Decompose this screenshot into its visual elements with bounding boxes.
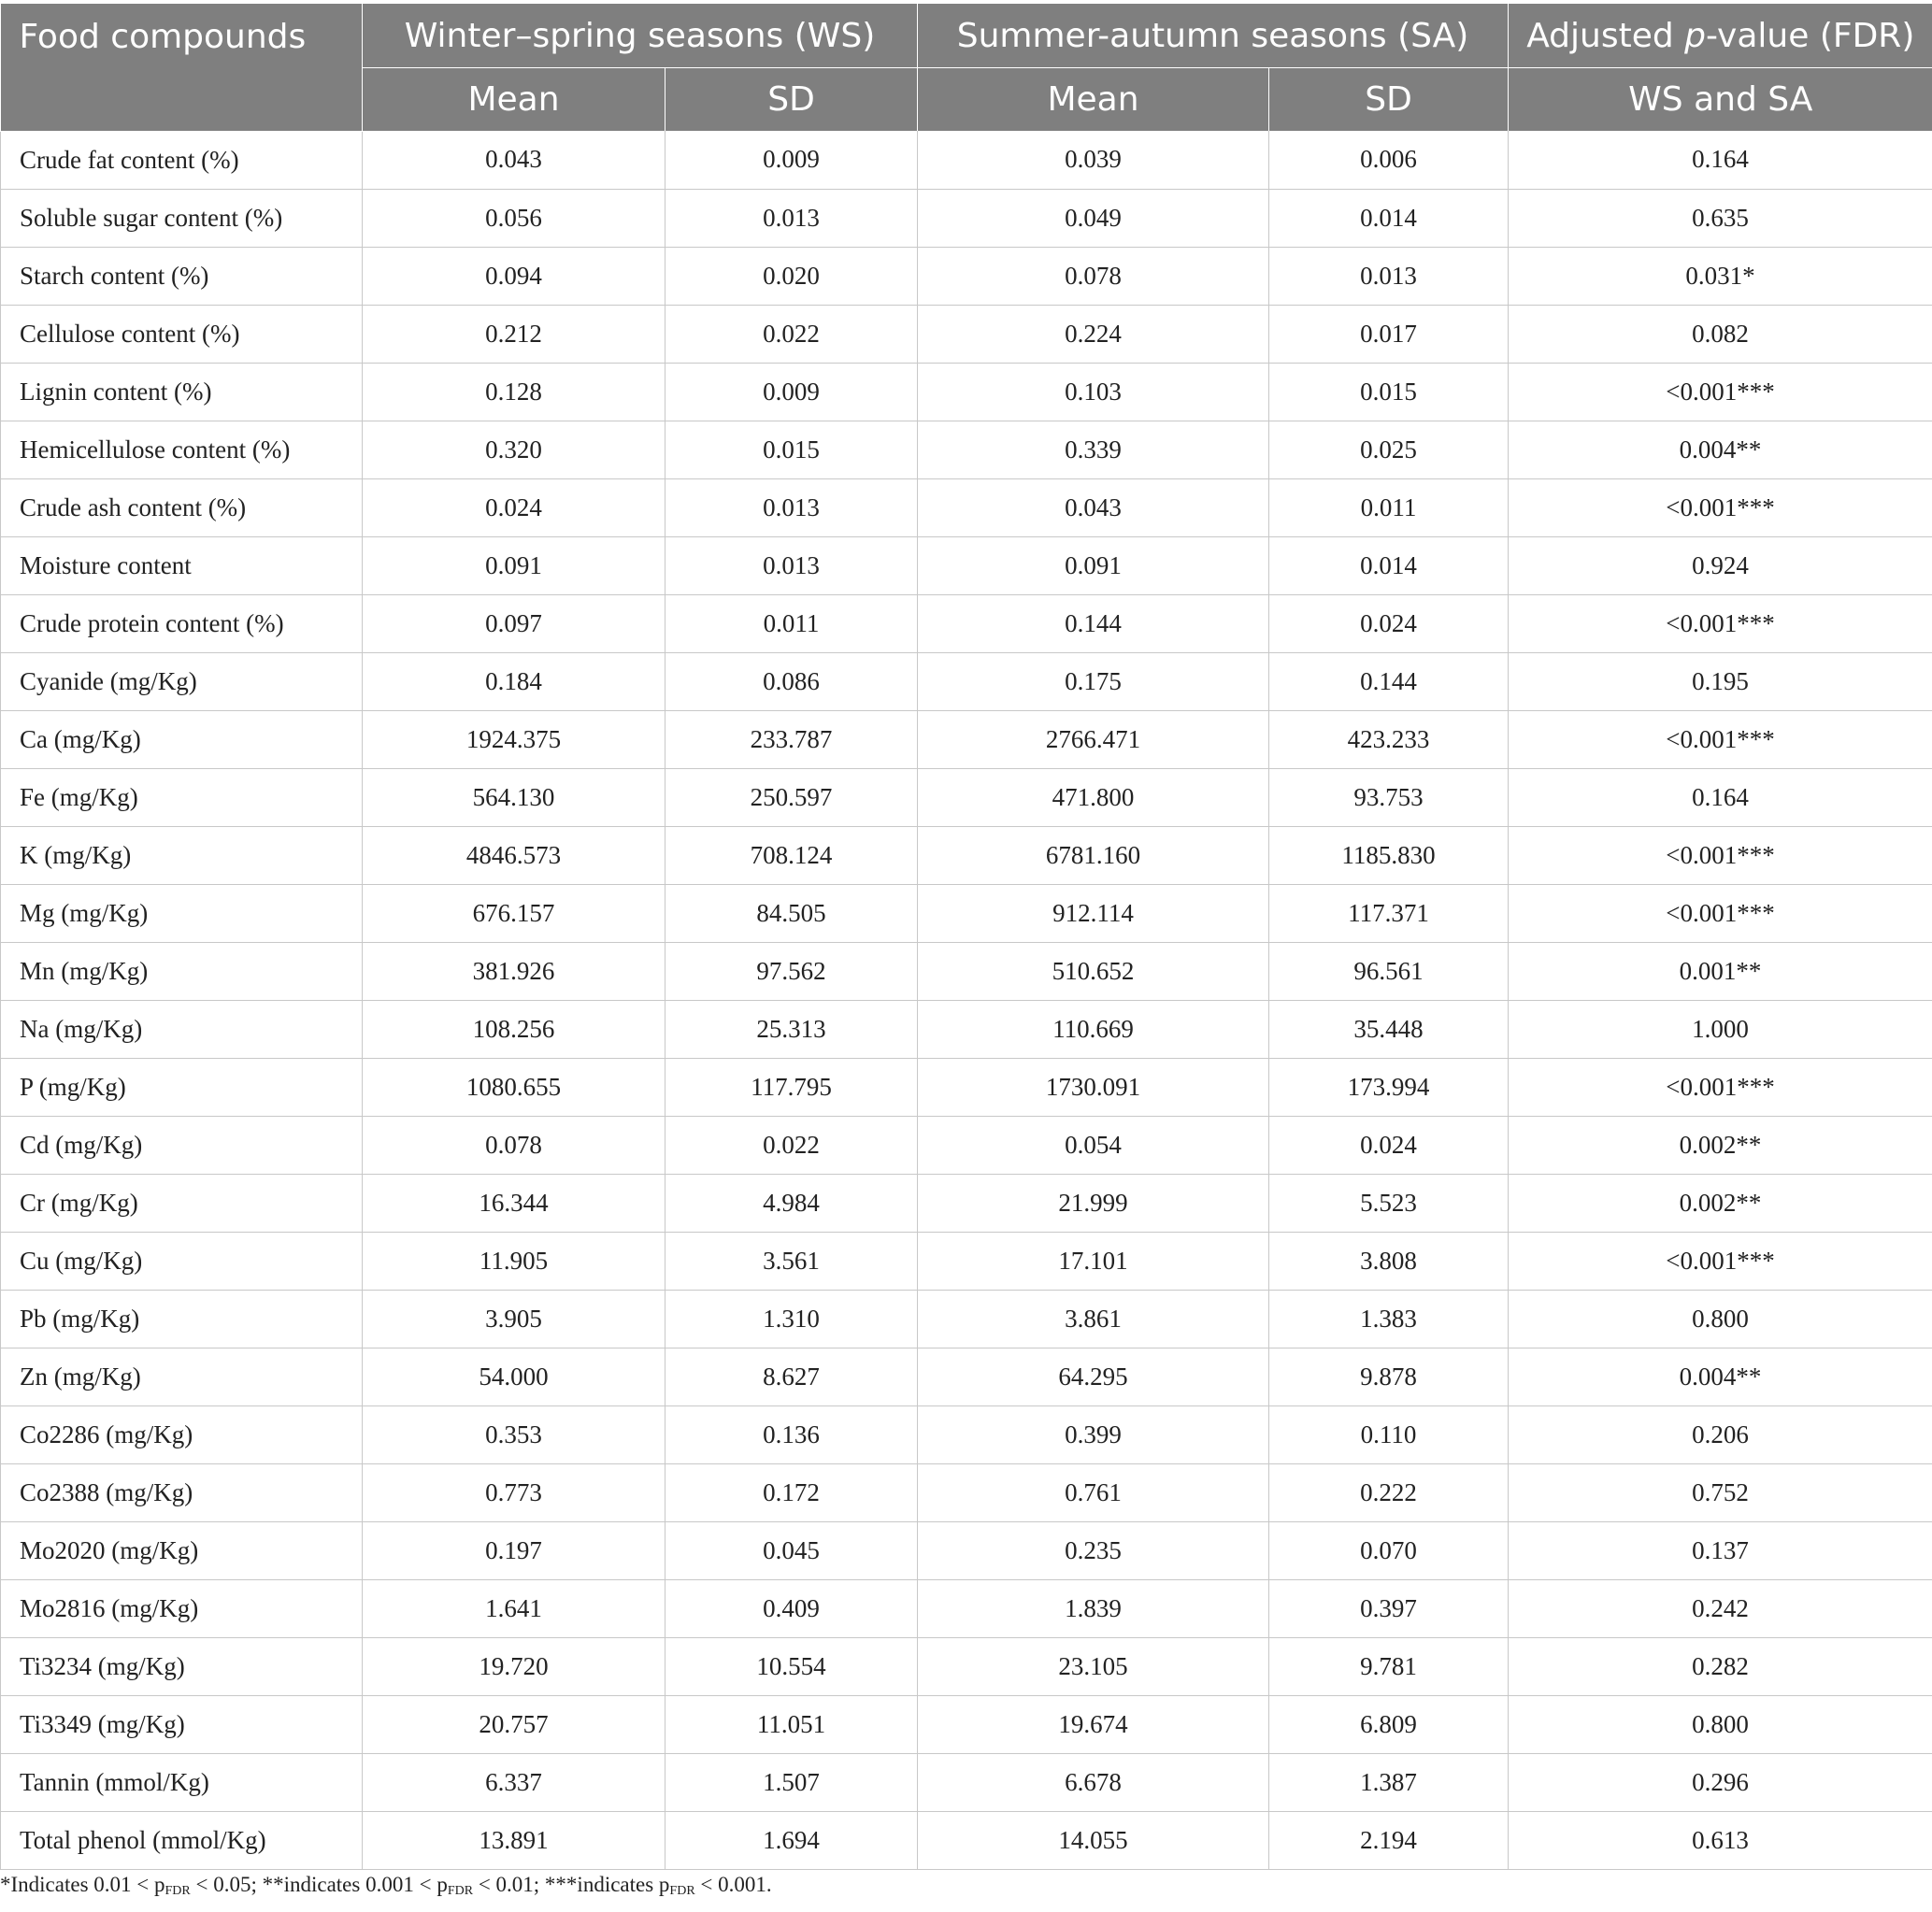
cell-compound: Moisture content bbox=[1, 536, 363, 594]
food-compounds-table bbox=[0, 4, 1932, 1870]
cell-sa-sd: 117.371 bbox=[1269, 884, 1509, 942]
cell-sa-mean: 0.049 bbox=[918, 189, 1269, 247]
header-ws-sd: SD bbox=[665, 68, 918, 132]
cell-sa-sd: 6.809 bbox=[1269, 1695, 1509, 1753]
cell-sa-sd: 0.025 bbox=[1269, 421, 1509, 478]
cell-ws-mean: 0.078 bbox=[363, 1116, 665, 1174]
header-food-compounds: Food compounds bbox=[1, 5, 363, 132]
cell-ws-sd: 0.009 bbox=[665, 131, 918, 189]
cell-ws-mean: 19.720 bbox=[363, 1637, 665, 1695]
cell-p-value: 0.195 bbox=[1509, 652, 1932, 710]
cell-ws-sd: 0.020 bbox=[665, 247, 918, 305]
cell-p-value: 0.206 bbox=[1509, 1405, 1932, 1463]
table-header bbox=[1, 5, 1932, 132]
cell-sa-mean: 0.224 bbox=[918, 305, 1269, 363]
cell-p-value: 0.800 bbox=[1509, 1290, 1932, 1348]
cell-sa-mean: 0.144 bbox=[918, 594, 1269, 652]
table-row bbox=[1, 189, 1932, 247]
cell-sa-sd: 3.808 bbox=[1269, 1232, 1509, 1290]
cell-ws-mean: 108.256 bbox=[363, 1000, 665, 1058]
cell-ws-sd: 1.507 bbox=[665, 1753, 918, 1811]
cell-sa-sd: 423.233 bbox=[1269, 710, 1509, 768]
cell-compound: Ca (mg/Kg) bbox=[1, 710, 363, 768]
cell-sa-sd: 1.383 bbox=[1269, 1290, 1509, 1348]
table-row bbox=[1, 421, 1932, 478]
cell-ws-sd: 25.313 bbox=[665, 1000, 918, 1058]
header-group-pvalue bbox=[1509, 5, 1932, 68]
cell-compound: Crude ash content (%) bbox=[1, 478, 363, 536]
cell-sa-sd: 0.110 bbox=[1269, 1405, 1509, 1463]
cell-p-value: <0.001*** bbox=[1509, 884, 1932, 942]
cell-sa-mean: 0.339 bbox=[918, 421, 1269, 478]
cell-p-value: <0.001*** bbox=[1509, 826, 1932, 884]
cell-sa-mean: 0.043 bbox=[918, 478, 1269, 536]
cell-p-value: 0.164 bbox=[1509, 131, 1932, 189]
header-pvalue-pre: Adjusted bbox=[1526, 17, 1685, 55]
cell-ws-sd: 0.009 bbox=[665, 363, 918, 421]
cell-sa-mean: 17.101 bbox=[918, 1232, 1269, 1290]
cell-p-value: <0.001*** bbox=[1509, 1058, 1932, 1116]
cell-compound: Fe (mg/Kg) bbox=[1, 768, 363, 826]
cell-sa-sd: 96.561 bbox=[1269, 942, 1509, 1000]
cell-sa-mean: 3.861 bbox=[918, 1290, 1269, 1348]
cell-ws-mean: 54.000 bbox=[363, 1348, 665, 1405]
cell-sa-sd: 0.015 bbox=[1269, 363, 1509, 421]
cell-ws-sd: 4.984 bbox=[665, 1174, 918, 1232]
cell-sa-sd: 0.011 bbox=[1269, 478, 1509, 536]
cell-ws-mean: 11.905 bbox=[363, 1232, 665, 1290]
header-pvalue-italic: p bbox=[1684, 17, 1707, 55]
cell-compound: Cd (mg/Kg) bbox=[1, 1116, 363, 1174]
cell-compound: Pb (mg/Kg) bbox=[1, 1290, 363, 1348]
cell-ws-sd: 708.124 bbox=[665, 826, 918, 884]
cell-sa-sd: 0.017 bbox=[1269, 305, 1509, 363]
cell-sa-sd: 0.024 bbox=[1269, 594, 1509, 652]
cell-compound: Mn (mg/Kg) bbox=[1, 942, 363, 1000]
header-group-sa: Summer-autumn seasons (SA) bbox=[918, 5, 1509, 68]
cell-ws-mean: 0.353 bbox=[363, 1405, 665, 1463]
cell-p-value: 0.924 bbox=[1509, 536, 1932, 594]
cell-ws-sd: 0.136 bbox=[665, 1405, 918, 1463]
header-row-groups bbox=[1, 5, 1932, 68]
table-row bbox=[1, 1290, 1932, 1348]
cell-compound: Cellulose content (%) bbox=[1, 305, 363, 363]
cell-ws-sd: 0.013 bbox=[665, 478, 918, 536]
cell-ws-sd: 0.011 bbox=[665, 594, 918, 652]
cell-p-value: <0.001*** bbox=[1509, 594, 1932, 652]
table-row bbox=[1, 478, 1932, 536]
cell-compound: Lignin content (%) bbox=[1, 363, 363, 421]
table-row bbox=[1, 1232, 1932, 1290]
cell-ws-mean: 0.024 bbox=[363, 478, 665, 536]
cell-compound: Na (mg/Kg) bbox=[1, 1000, 363, 1058]
cell-ws-mean: 381.926 bbox=[363, 942, 665, 1000]
cell-sa-sd: 0.024 bbox=[1269, 1116, 1509, 1174]
table-row bbox=[1, 536, 1932, 594]
table-row bbox=[1, 1463, 1932, 1521]
cell-ws-mean: 20.757 bbox=[363, 1695, 665, 1753]
cell-sa-mean: 0.175 bbox=[918, 652, 1269, 710]
table-row bbox=[1, 710, 1932, 768]
cell-sa-sd: 9.878 bbox=[1269, 1348, 1509, 1405]
cell-ws-mean: 676.157 bbox=[363, 884, 665, 942]
cell-sa-mean: 0.103 bbox=[918, 363, 1269, 421]
cell-compound: Hemicellulose content (%) bbox=[1, 421, 363, 478]
cell-p-value: 0.635 bbox=[1509, 189, 1932, 247]
header-sa-sd: SD bbox=[1269, 68, 1509, 132]
cell-p-value: 0.002** bbox=[1509, 1174, 1932, 1232]
cell-p-value: 0.082 bbox=[1509, 305, 1932, 363]
cell-sa-sd: 0.014 bbox=[1269, 189, 1509, 247]
cell-compound: Cu (mg/Kg) bbox=[1, 1232, 363, 1290]
cell-compound: Tannin (mmol/Kg) bbox=[1, 1753, 363, 1811]
cell-sa-sd: 0.144 bbox=[1269, 652, 1509, 710]
table-row bbox=[1, 1637, 1932, 1695]
table-wrapper bbox=[0, 4, 1932, 1870]
cell-sa-mean: 0.235 bbox=[918, 1521, 1269, 1579]
footnote-part2: < 0.05; **indicates 0.001 < p bbox=[190, 1873, 448, 1896]
cell-ws-sd: 0.015 bbox=[665, 421, 918, 478]
cell-sa-sd: 0.013 bbox=[1269, 247, 1509, 305]
table-row bbox=[1, 1811, 1932, 1869]
footnote-sub2: FDR bbox=[447, 1884, 474, 1898]
cell-compound: Cyanide (mg/Kg) bbox=[1, 652, 363, 710]
cell-sa-sd: 9.781 bbox=[1269, 1637, 1509, 1695]
cell-ws-sd: 97.562 bbox=[665, 942, 918, 1000]
cell-sa-mean: 912.114 bbox=[918, 884, 1269, 942]
cell-ws-mean: 0.043 bbox=[363, 131, 665, 189]
table-row bbox=[1, 594, 1932, 652]
cell-ws-mean: 1080.655 bbox=[363, 1058, 665, 1116]
cell-compound: Co2286 (mg/Kg) bbox=[1, 1405, 363, 1463]
cell-sa-mean: 110.669 bbox=[918, 1000, 1269, 1058]
cell-ws-sd: 11.051 bbox=[665, 1695, 918, 1753]
footnote-sub1: FDR bbox=[165, 1884, 191, 1898]
cell-compound: Zn (mg/Kg) bbox=[1, 1348, 363, 1405]
table-body bbox=[1, 131, 1932, 1869]
cell-sa-sd: 35.448 bbox=[1269, 1000, 1509, 1058]
cell-compound: Total phenol (mmol/Kg) bbox=[1, 1811, 363, 1869]
cell-ws-mean: 0.094 bbox=[363, 247, 665, 305]
cell-sa-sd: 5.523 bbox=[1269, 1174, 1509, 1232]
cell-p-value: 0.002** bbox=[1509, 1116, 1932, 1174]
table-row bbox=[1, 1348, 1932, 1405]
table-row bbox=[1, 131, 1932, 189]
table-row bbox=[1, 768, 1932, 826]
table-row bbox=[1, 1058, 1932, 1116]
cell-p-value: 0.752 bbox=[1509, 1463, 1932, 1521]
cell-compound: Crude fat content (%) bbox=[1, 131, 363, 189]
table-row bbox=[1, 1521, 1932, 1579]
cell-p-value: 0.800 bbox=[1509, 1695, 1932, 1753]
cell-sa-sd: 93.753 bbox=[1269, 768, 1509, 826]
cell-compound: Soluble sugar content (%) bbox=[1, 189, 363, 247]
cell-ws-sd: 1.310 bbox=[665, 1290, 918, 1348]
cell-sa-mean: 510.652 bbox=[918, 942, 1269, 1000]
cell-compound: Co2388 (mg/Kg) bbox=[1, 1463, 363, 1521]
cell-ws-sd: 10.554 bbox=[665, 1637, 918, 1695]
table-row bbox=[1, 363, 1932, 421]
cell-p-value: 0.242 bbox=[1509, 1579, 1932, 1637]
header-ws-mean: Mean bbox=[363, 68, 665, 132]
table-row bbox=[1, 652, 1932, 710]
cell-ws-sd: 0.022 bbox=[665, 1116, 918, 1174]
cell-sa-mean: 0.091 bbox=[918, 536, 1269, 594]
cell-ws-sd: 84.505 bbox=[665, 884, 918, 942]
cell-ws-sd: 0.086 bbox=[665, 652, 918, 710]
table-row bbox=[1, 1753, 1932, 1811]
cell-p-value: 0.613 bbox=[1509, 1811, 1932, 1869]
cell-ws-sd: 250.597 bbox=[665, 768, 918, 826]
table-row bbox=[1, 305, 1932, 363]
cell-compound: P (mg/Kg) bbox=[1, 1058, 363, 1116]
header-sa-mean: Mean bbox=[918, 68, 1269, 132]
cell-compound: Mg (mg/Kg) bbox=[1, 884, 363, 942]
cell-ws-mean: 16.344 bbox=[363, 1174, 665, 1232]
footnote-part1: *Indicates 0.01 < p bbox=[0, 1873, 165, 1896]
cell-compound: Ti3234 (mg/Kg) bbox=[1, 1637, 363, 1695]
cell-ws-mean: 3.905 bbox=[363, 1290, 665, 1348]
cell-ws-mean: 1924.375 bbox=[363, 710, 665, 768]
cell-compound: K (mg/Kg) bbox=[1, 826, 363, 884]
cell-ws-mean: 0.128 bbox=[363, 363, 665, 421]
cell-sa-mean: 64.295 bbox=[918, 1348, 1269, 1405]
cell-sa-mean: 19.674 bbox=[918, 1695, 1269, 1753]
cell-compound: Crude protein content (%) bbox=[1, 594, 363, 652]
cell-ws-mean: 4846.573 bbox=[363, 826, 665, 884]
cell-compound: Mo2020 (mg/Kg) bbox=[1, 1521, 363, 1579]
cell-p-value: 0.004** bbox=[1509, 421, 1932, 478]
table-row bbox=[1, 1579, 1932, 1637]
cell-compound: Cr (mg/Kg) bbox=[1, 1174, 363, 1232]
cell-ws-sd: 0.409 bbox=[665, 1579, 918, 1637]
cell-sa-mean: 6.678 bbox=[918, 1753, 1269, 1811]
cell-ws-mean: 1.641 bbox=[363, 1579, 665, 1637]
table-footnote bbox=[0, 1873, 772, 1899]
cell-sa-sd: 0.006 bbox=[1269, 131, 1509, 189]
footnote-part3: < 0.01; ***indicates p bbox=[473, 1873, 670, 1896]
cell-ws-mean: 0.773 bbox=[363, 1463, 665, 1521]
cell-ws-mean: 0.091 bbox=[363, 536, 665, 594]
cell-sa-mean: 0.039 bbox=[918, 131, 1269, 189]
cell-ws-sd: 8.627 bbox=[665, 1348, 918, 1405]
header-group-ws: Winter–spring seasons (WS) bbox=[363, 5, 918, 68]
table-row bbox=[1, 1405, 1932, 1463]
cell-compound: Mo2816 (mg/Kg) bbox=[1, 1579, 363, 1637]
cell-sa-sd: 173.994 bbox=[1269, 1058, 1509, 1116]
cell-p-value: 0.164 bbox=[1509, 768, 1932, 826]
cell-ws-sd: 233.787 bbox=[665, 710, 918, 768]
table-row bbox=[1, 826, 1932, 884]
cell-ws-sd: 3.561 bbox=[665, 1232, 918, 1290]
cell-ws-sd: 0.172 bbox=[665, 1463, 918, 1521]
cell-compound: Starch content (%) bbox=[1, 247, 363, 305]
footnote-part4: < 0.001. bbox=[694, 1873, 772, 1896]
cell-sa-sd: 0.397 bbox=[1269, 1579, 1509, 1637]
header-pvalue-post: -value (FDR) bbox=[1706, 17, 1915, 55]
table-row bbox=[1, 247, 1932, 305]
cell-p-value: 0.296 bbox=[1509, 1753, 1932, 1811]
cell-p-value: 0.004** bbox=[1509, 1348, 1932, 1405]
cell-sa-mean: 2766.471 bbox=[918, 710, 1269, 768]
cell-ws-mean: 564.130 bbox=[363, 768, 665, 826]
cell-ws-mean: 0.056 bbox=[363, 189, 665, 247]
cell-ws-sd: 1.694 bbox=[665, 1811, 918, 1869]
table-row bbox=[1, 1000, 1932, 1058]
cell-sa-mean: 1.839 bbox=[918, 1579, 1269, 1637]
cell-p-value: 0.137 bbox=[1509, 1521, 1932, 1579]
cell-sa-sd: 2.194 bbox=[1269, 1811, 1509, 1869]
cell-p-value: <0.001*** bbox=[1509, 1232, 1932, 1290]
cell-sa-mean: 23.105 bbox=[918, 1637, 1269, 1695]
table-row bbox=[1, 1116, 1932, 1174]
cell-p-value: <0.001*** bbox=[1509, 478, 1932, 536]
cell-compound: Ti3349 (mg/Kg) bbox=[1, 1695, 363, 1753]
cell-sa-mean: 471.800 bbox=[918, 768, 1269, 826]
table-row bbox=[1, 942, 1932, 1000]
cell-p-value: 0.031* bbox=[1509, 247, 1932, 305]
cell-ws-mean: 0.212 bbox=[363, 305, 665, 363]
cell-sa-mean: 0.399 bbox=[918, 1405, 1269, 1463]
cell-p-value: 1.000 bbox=[1509, 1000, 1932, 1058]
cell-sa-sd: 0.222 bbox=[1269, 1463, 1509, 1521]
cell-sa-mean: 0.054 bbox=[918, 1116, 1269, 1174]
cell-ws-mean: 0.320 bbox=[363, 421, 665, 478]
cell-sa-sd: 0.070 bbox=[1269, 1521, 1509, 1579]
cell-ws-sd: 0.013 bbox=[665, 189, 918, 247]
cell-sa-mean: 6781.160 bbox=[918, 826, 1269, 884]
header-ws-and-sa: WS and SA bbox=[1509, 68, 1932, 132]
cell-ws-mean: 13.891 bbox=[363, 1811, 665, 1869]
cell-ws-sd: 0.022 bbox=[665, 305, 918, 363]
footnote-sub3: FDR bbox=[669, 1884, 695, 1898]
cell-sa-mean: 21.999 bbox=[918, 1174, 1269, 1232]
cell-sa-mean: 1730.091 bbox=[918, 1058, 1269, 1116]
cell-sa-mean: 0.078 bbox=[918, 247, 1269, 305]
cell-ws-mean: 0.197 bbox=[363, 1521, 665, 1579]
cell-p-value: <0.001*** bbox=[1509, 363, 1932, 421]
table-row bbox=[1, 884, 1932, 942]
cell-sa-sd: 1185.830 bbox=[1269, 826, 1509, 884]
cell-sa-sd: 1.387 bbox=[1269, 1753, 1509, 1811]
cell-ws-sd: 117.795 bbox=[665, 1058, 918, 1116]
cell-ws-mean: 6.337 bbox=[363, 1753, 665, 1811]
cell-sa-mean: 0.761 bbox=[918, 1463, 1269, 1521]
cell-ws-sd: 0.045 bbox=[665, 1521, 918, 1579]
cell-ws-mean: 0.097 bbox=[363, 594, 665, 652]
cell-p-value: 0.001** bbox=[1509, 942, 1932, 1000]
cell-p-value: <0.001*** bbox=[1509, 710, 1932, 768]
cell-ws-sd: 0.013 bbox=[665, 536, 918, 594]
table-row bbox=[1, 1695, 1932, 1753]
cell-p-value: 0.282 bbox=[1509, 1637, 1932, 1695]
table-row bbox=[1, 1174, 1932, 1232]
cell-ws-mean: 0.184 bbox=[363, 652, 665, 710]
cell-sa-sd: 0.014 bbox=[1269, 536, 1509, 594]
cell-sa-mean: 14.055 bbox=[918, 1811, 1269, 1869]
